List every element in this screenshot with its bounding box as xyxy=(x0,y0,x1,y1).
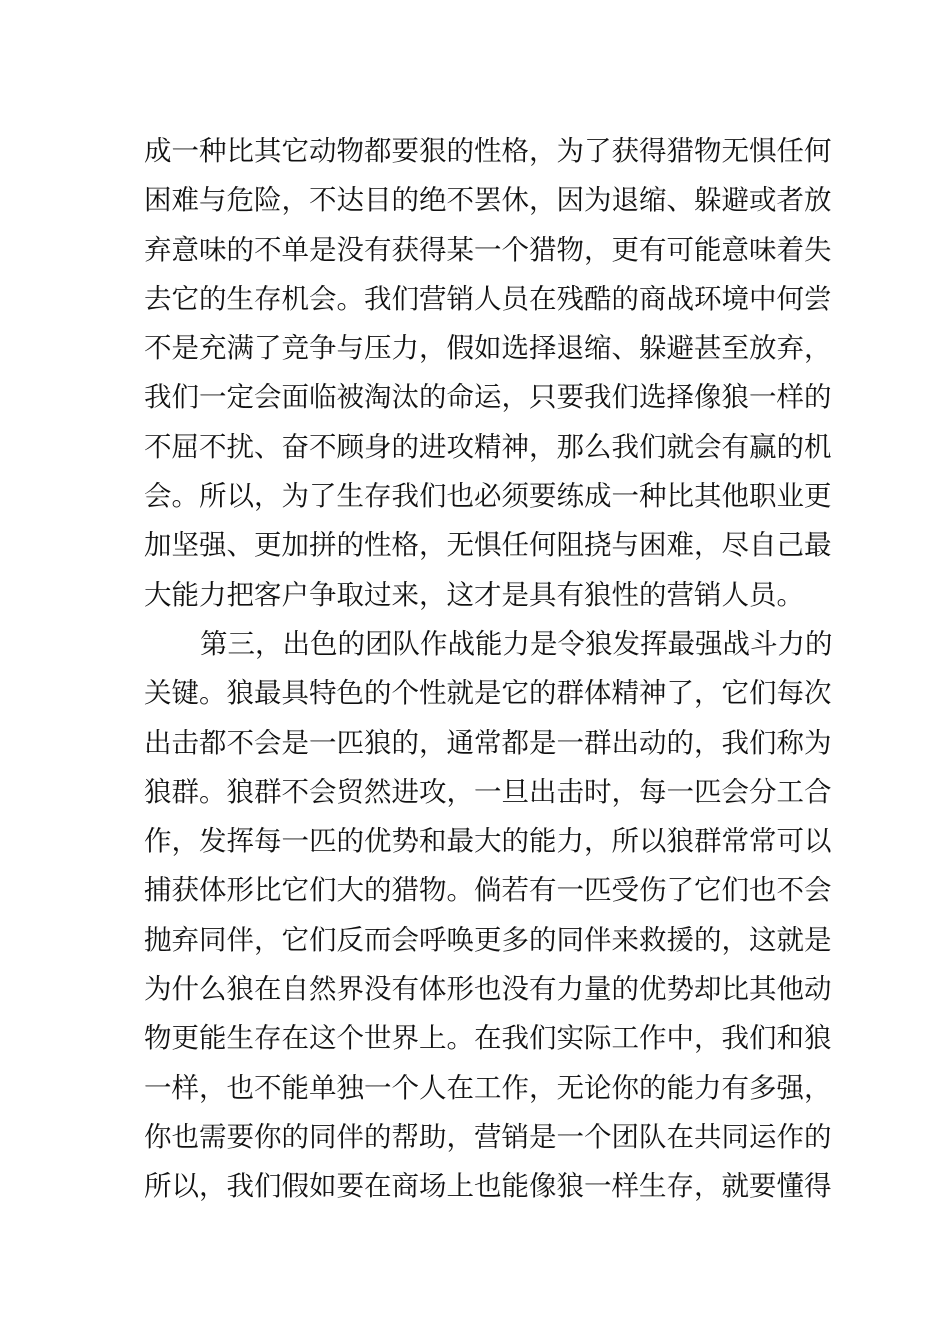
text-line: 困难与危险，不达目的绝不罢休，因为退缩、躲避或者放 xyxy=(144,184,832,217)
text-line: 所以，我们假如要在商场上也能像狼一样生存，就要懂得 xyxy=(144,1170,832,1203)
text-line: 作，发挥每一匹的优势和最大的能力，所以狼群常常可以 xyxy=(144,825,832,858)
text-line: 成一种比其它动物都要狠的性格，为了获得猎物无惧任何 xyxy=(144,135,832,167)
text-line: 加坚强、更加拼的性格，无惧任何阻挠与困难，尽自己最 xyxy=(144,529,832,562)
text-line: 你也需要你的同伴的帮助，营销是一个团队在共同运作的 xyxy=(144,1120,832,1153)
text-line: 我们一定会面临被淘汰的命运，只要我们选择像狼一样的 xyxy=(144,381,832,414)
text-line: 大能力把客户争取过来，这才是具有狼性的营销人员。 xyxy=(144,578,804,611)
text-line: 去它的生存机会。我们营销人员在残酷的商战环境中何尝 xyxy=(144,282,832,315)
text-line: 关键。狼最具特色的个性就是它的群体精神了，它们每次 xyxy=(144,677,832,710)
text-line: 物更能生存在这个世界上。在我们实际工作中，我们和狼 xyxy=(144,1022,832,1055)
text-line: 抛弃同伴，它们反而会呼唤更多的同伴来救援的，这就是 xyxy=(144,923,832,956)
text-line: 捕获体形比它们大的猎物。倘若有一匹受伤了它们也不会 xyxy=(144,874,832,907)
text-line: 不屈不扰、奋不顾身的进攻精神，那么我们就会有赢的机 xyxy=(144,430,832,463)
text-line: 为什么狼在自然界没有体形也没有力量的优势却比其他动 xyxy=(144,973,832,1006)
text-line: 弃意味的不单是没有获得某一个猎物，更有可能意味着失 xyxy=(144,233,832,266)
text-line: 狼群。狼群不会贸然进攻，一旦出击时，每一匹会分工合 xyxy=(144,775,832,808)
body-text xyxy=(144,127,833,1212)
text-line: 会。所以，为了生存我们也必须要练成一种比其他职业更 xyxy=(144,480,832,513)
paragraph-start-line: 第三，出色的团队作战能力是令狼发挥最强战斗力的 xyxy=(200,627,833,660)
text-line: 不是充满了竞争与压力，假如选择退缩、躲避甚至放弃， xyxy=(144,332,832,365)
text-line: 一样，也不能单独一个人在工作，无论你的能力有多强， xyxy=(144,1071,832,1104)
text-line: 出击都不会是一匹狼的，通常都是一群出动的，我们称为 xyxy=(144,726,832,759)
